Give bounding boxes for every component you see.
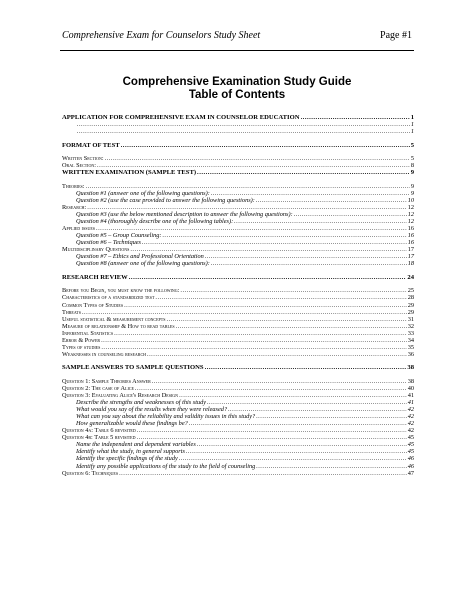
toc-dot-leader: [179, 455, 407, 462]
toc-entry-label: Question 3: Evaluating Alice's Research Design: [62, 392, 179, 400]
toc-dot-leader: [186, 448, 407, 455]
toc-entry[interactable]: [62, 455, 414, 462]
toc-entry-label: APPLICATION FOR COMPREHENSIVE EXAM IN COUNSELOR EDUCATION: [62, 114, 300, 121]
toc-entry-page: 1: [410, 121, 414, 129]
toc-entry[interactable]: [62, 121, 414, 128]
toc-dot-leader: [205, 253, 407, 260]
toc-entry-label: Question 1: Sample Theories Answer: [62, 377, 151, 385]
toc-entry-label: Question #3 (use the below mentioned description to answer the following questions):: [76, 211, 293, 219]
toc-entry-label: WRITTEN EXAMINATION (SAMPLE TEST): [62, 169, 197, 177]
toc-entry-label: Error & Power: [62, 336, 101, 344]
toc-entry[interactable]: [62, 344, 414, 351]
toc-entry-label: Question #5 – Group Counseling:: [76, 232, 162, 240]
toc-entry-page: 40: [407, 385, 414, 392]
toc-entry-label: Characteristics of a standardized test: [62, 294, 155, 302]
toc-dot-leader: [256, 463, 406, 470]
toc-entry-label: Identify any possible applications of the study to the field of counseling: [76, 462, 256, 470]
toc-entry-label: Threats: [62, 308, 81, 316]
toc-section-heading[interactable]: [62, 274, 414, 281]
toc-entry-label: Question #7 – Ethics and Professional Orientation: [76, 253, 204, 261]
toc-entry[interactable]: [62, 392, 414, 399]
toc-entry-label: FORMAT OF TEST: [62, 141, 120, 149]
toc-entry-page: 46: [407, 462, 414, 470]
toc-entry-page: 16: [407, 225, 414, 233]
toc-dot-leader: [130, 246, 406, 253]
toc-dot-leader: [114, 330, 407, 337]
toc-entry-page: 42: [407, 427, 414, 435]
toc-entry-page: 47: [407, 469, 414, 477]
toc-dot-leader: [256, 413, 406, 420]
toc-entry-label: Describe the strengths and weaknesses of this study: [76, 399, 207, 407]
toc-entry[interactable]: [62, 406, 414, 413]
toc-entry-label: Common Types of Studies: [62, 301, 124, 309]
toc-dot-leader: [189, 420, 407, 427]
toc-entry-page: 16: [407, 232, 414, 240]
toc-dot-leader: [101, 337, 407, 344]
toc-entry-label: Name the independent and dependent variables: [76, 441, 196, 449]
header-page-number: Page #1: [380, 30, 412, 41]
toc-entry-page: 17: [407, 253, 414, 261]
toc-entry-page: 42: [407, 413, 414, 421]
toc-entry-label: Before you Begin, you must know the following:: [62, 287, 180, 295]
toc-entry-page: 34: [407, 336, 414, 344]
document-subtitle: Table of Contents: [188, 89, 286, 101]
toc-entry-label: Research:: [62, 203, 87, 211]
toc-entry-label: Question 4b: Table 5 revisited: [62, 434, 136, 442]
toc-entry-label: How generalizable would these findings be?: [76, 420, 188, 428]
toc-entry-label: Question #4 (thoroughly describe one of the following tables):: [76, 218, 234, 226]
toc-entry-label: Question #1 (answer one of the following questions):: [76, 189, 210, 197]
table-of-contents: [62, 114, 414, 477]
toc-entry-page: 29: [407, 308, 414, 316]
toc-entry-label: Useful statistical & measurement concepts: [62, 315, 166, 323]
toc-entry-label: RESEARCH REVIEW: [62, 273, 128, 281]
toc-entry-label: Question #8 (answer one of the following questions):: [76, 260, 210, 268]
toc-entry-page: 1: [410, 114, 414, 121]
toc-dot-leader: [180, 287, 406, 294]
toc-entry-page: 1: [410, 128, 414, 136]
toc-entry-label: Written Section:: [62, 155, 104, 163]
toc-entry[interactable]: [62, 302, 414, 309]
toc-entry-page: 12: [407, 203, 414, 211]
toc-entry[interactable]: [62, 378, 414, 385]
toc-entry[interactable]: [62, 232, 414, 239]
toc-entry-page: 32: [407, 322, 414, 330]
toc-entry-label: Question 6: Techniques: [62, 469, 119, 477]
toc-entry[interactable]: [62, 239, 414, 246]
toc-dot-leader: [97, 162, 410, 169]
toc-entry-page: 25: [407, 287, 414, 295]
toc-dot-leader: [142, 239, 407, 246]
toc-entry-page: 12: [407, 211, 414, 219]
toc-dot-leader: [82, 309, 407, 316]
toc-dot-leader: [119, 470, 407, 477]
toc-entry-page: 45: [407, 448, 414, 456]
toc-entry-label: SAMPLE ANSWERS TO SAMPLE QUESTIONS: [62, 364, 204, 372]
toc-entry-page: 45: [407, 434, 414, 442]
toc-entry-page: 38: [407, 377, 414, 385]
toc-dot-leader: [77, 121, 410, 128]
toc-entry[interactable]: [62, 330, 414, 337]
toc-entry[interactable]: [62, 441, 414, 448]
toc-entry-label: Oral Section:: [62, 162, 97, 170]
toc-entry-page: 41: [407, 399, 414, 407]
toc-entry[interactable]: [62, 211, 414, 218]
toc-dot-leader: [176, 323, 407, 330]
toc-dot-leader: [207, 399, 407, 406]
toc-entry-label: Identify what the study, in general supports: [76, 448, 185, 456]
toc-entry[interactable]: [62, 162, 414, 169]
toc-entry[interactable]: [62, 427, 414, 434]
toc-entry[interactable]: [62, 351, 414, 358]
toc-entry-label: Types of studies: [62, 343, 101, 351]
toc-entry[interactable]: [62, 183, 414, 190]
toc-dot-leader: [121, 142, 410, 149]
toc-entry[interactable]: [62, 246, 414, 253]
toc-section-heading[interactable]: [62, 364, 414, 371]
toc-entry-page: 31: [407, 315, 414, 323]
toc-dot-leader: [162, 232, 406, 239]
toc-dot-leader: [129, 274, 407, 281]
toc-entry[interactable]: [62, 155, 414, 162]
toc-entry-page: 46: [407, 455, 414, 463]
toc-entry-page: 10: [407, 196, 414, 204]
toc-dot-leader: [96, 225, 407, 232]
toc-entry-label: Theories:: [62, 182, 85, 190]
toc-dot-leader: [197, 441, 407, 448]
toc-entry-page: 9: [410, 169, 414, 177]
toc-dot-leader: [205, 364, 407, 371]
toc-entry-page: 24: [407, 273, 414, 281]
toc-dot-leader: [256, 197, 407, 204]
toc-dot-leader: [152, 378, 407, 385]
toc-entry-page: 8: [410, 162, 414, 170]
toc-dot-leader: [135, 385, 407, 392]
toc-section-heading[interactable]: [62, 114, 414, 121]
toc-entry[interactable]: [62, 385, 414, 392]
toc-entry[interactable]: [62, 323, 414, 330]
toc-entry[interactable]: [62, 218, 414, 225]
toc-entry-page: 9: [410, 182, 414, 190]
toc-entry-page: 36: [407, 350, 414, 358]
toc-entry-label: Question #6 – Techniques: [76, 239, 142, 247]
toc-dot-leader: [101, 344, 406, 351]
toc-entry-page: 41: [407, 392, 414, 400]
toc-entry[interactable]: [62, 413, 414, 420]
toc-entry-label: Question #2 (use the case provided to answer the following questions):: [76, 196, 255, 204]
toc-dot-leader: [155, 294, 406, 301]
document-title: Comprehensive Examination Study Guide: [122, 76, 352, 88]
toc-entry-page: 16: [407, 239, 414, 247]
toc-dot-leader: [197, 169, 410, 176]
toc-entry-page: 9: [410, 189, 414, 197]
toc-entry[interactable]: [62, 225, 414, 232]
header-rule: [60, 50, 414, 51]
toc-entry[interactable]: [62, 448, 414, 455]
toc-entry-page: 18: [407, 260, 414, 268]
toc-entry[interactable]: [62, 470, 414, 477]
toc-section-heading[interactable]: [62, 169, 414, 176]
toc-entry[interactable]: [62, 463, 414, 470]
toc-entry-page: 28: [407, 294, 414, 302]
toc-entry[interactable]: [62, 420, 414, 427]
header-title: Comprehensive Exam for Counselors Study Sheet: [62, 30, 261, 41]
toc-dot-leader: [137, 434, 407, 441]
toc-entry[interactable]: [62, 434, 414, 441]
toc-entry[interactable]: [62, 128, 414, 135]
toc-dot-leader: [211, 260, 407, 267]
toc-entry-label: Weaknesses in counseling research: [62, 350, 147, 358]
toc-entry[interactable]: [62, 197, 414, 204]
toc-entry-page: 29: [407, 301, 414, 309]
toc-dot-leader: [166, 316, 406, 323]
toc-dot-leader: [301, 114, 410, 121]
toc-entry-page: 33: [407, 329, 414, 337]
toc-entry-label: Question 2: The case of Alice: [62, 385, 134, 392]
toc-dot-leader: [77, 128, 410, 135]
toc-entry-label: Inferential Statistics: [62, 329, 114, 337]
toc-entry-label: Multidisciplinary Questions: [62, 246, 130, 254]
toc-entry-label: What would you say of the results when they were released?: [76, 406, 228, 414]
toc-entry[interactable]: [62, 337, 414, 344]
toc-entry-label: Applied issues: [62, 225, 96, 233]
toc-entry-page: 38: [407, 364, 414, 372]
toc-dot-leader: [294, 211, 407, 218]
toc-dot-leader: [124, 302, 407, 309]
toc-entry-page: 42: [407, 406, 414, 414]
toc-entry[interactable]: [62, 287, 414, 294]
toc-dot-leader: [211, 190, 410, 197]
toc-dot-leader: [179, 392, 407, 399]
toc-entry-label: Identify the specific findings of the study: [76, 455, 178, 463]
toc-entry[interactable]: [62, 204, 414, 211]
toc-entry-page: 35: [407, 343, 414, 351]
toc-entry[interactable]: [62, 253, 414, 260]
toc-dot-leader: [86, 183, 410, 190]
running-header: [62, 30, 412, 44]
toc-entry-page: 5: [410, 155, 414, 163]
toc-dot-leader: [234, 218, 407, 225]
toc-entry-label: What can you say about the reliability and validity issues in this study?: [76, 413, 256, 421]
toc-entry[interactable]: [62, 260, 414, 267]
toc-entry-page: 45: [407, 441, 414, 449]
toc-entry[interactable]: [62, 190, 414, 197]
toc-entry[interactable]: [62, 399, 414, 406]
toc-dot-leader: [147, 351, 407, 358]
toc-entry[interactable]: [62, 294, 414, 301]
toc-entry-page: 42: [407, 420, 414, 428]
toc-entry-page: 12: [407, 218, 414, 226]
toc-dot-leader: [87, 204, 407, 211]
toc-section-heading[interactable]: [62, 142, 414, 149]
toc-entry-label: Question 4a: Table 6 revisited: [62, 427, 136, 435]
toc-dot-leader: [137, 427, 407, 434]
toc-entry[interactable]: [62, 309, 414, 316]
toc-entry-label: Measure of relationship & How to read tables: [62, 322, 175, 330]
toc-dot-leader: [105, 155, 410, 162]
toc-entry-page: 17: [407, 246, 414, 254]
toc-entry-page: 5: [410, 141, 414, 149]
toc-entry[interactable]: [62, 316, 414, 323]
toc-dot-leader: [228, 406, 407, 413]
